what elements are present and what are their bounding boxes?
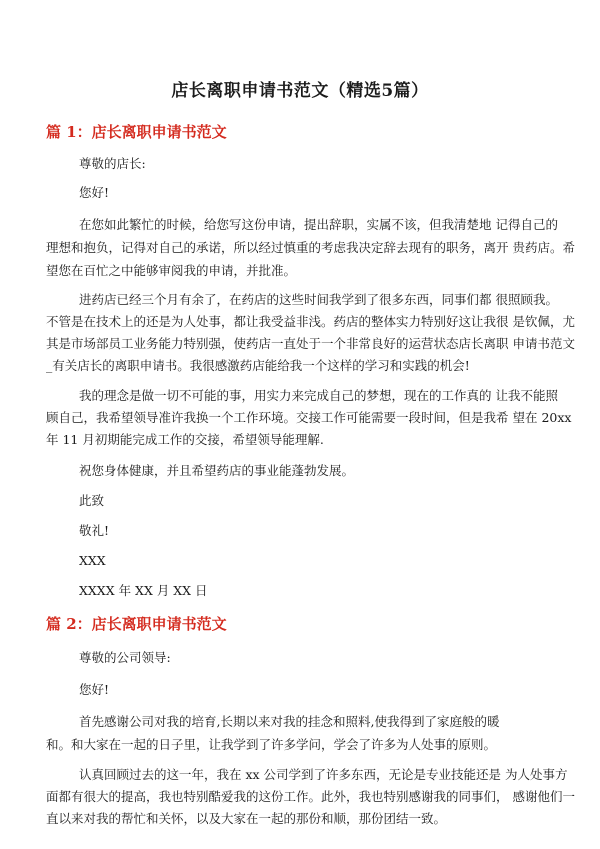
paragraph-line: _有关店长的离职申请书。我很感激药店能给我一个这样的学习和实践的机会! bbox=[46, 358, 470, 373]
closing-line: 敬礼! bbox=[79, 523, 110, 538]
paragraph-line: 和。和大家在一起的日子里，让我学到了许多学问，学会了许多为人处事的原则。 bbox=[46, 737, 497, 752]
closing-line: 此致 bbox=[79, 493, 105, 508]
paragraph-line: 我的理念是做一切不可能的事，用实力来完成自己的梦想，现在的工作真的 让我不能照 bbox=[79, 388, 558, 403]
section-2-heading: 篇 2：店长离职申请书范文 bbox=[46, 615, 227, 633]
paragraph-line: 望您在百忙之中能够审阅我的申请，并批准。 bbox=[46, 263, 297, 278]
paragraph-line: 在您如此繁忙的时候，给您写这份申请，提出辞职，实属不该，但我清楚地 记得自己的 bbox=[79, 217, 558, 232]
paragraph-line: 面都有很大的提高，我也特别酷爱我的这份工作。此外，我也特别感谢我的同事们， 感谢他们一 bbox=[46, 789, 575, 804]
greeting: 您好! bbox=[79, 185, 110, 200]
greeting: 您好! bbox=[79, 682, 110, 697]
wish-line: 祝您身体健康，并且希望药店的事业能蓬勃发展。 bbox=[79, 463, 355, 478]
paragraph-line: 理想和抱负，记得对自己的承诺，所以经过慎重的考虑我决定辞去现有的职务，离开 贵药店。希 bbox=[46, 240, 575, 255]
paragraph-line: 认真回顾过去的这一年，我在 xx 公司学到了许多东西，无论是专业技能还是 为人处事方 bbox=[79, 767, 568, 782]
paragraph-line: 年 11 月初期能完成工作的交接，希望领导能理解. bbox=[46, 432, 324, 447]
paragraph-line: 不管是在技术上的还是为人处事，都让我受益非浅。药店的整体实力特别好这让我很 是钦佩，尤 bbox=[46, 314, 575, 329]
paragraph-line: 进药店已经三个月有余了，在药店的这些时间我学到了很多东西，同事们都 很照顾我。 bbox=[79, 292, 558, 307]
paragraph-line: 直以来对我的帮忙和关怀，以及大家在一起的那份和顺，那份团结一致。 bbox=[46, 811, 447, 826]
paragraph-line: 首先感谢公司对我的培育,长期以来对我的挂念和照料,使我得到了家庭般的暖 bbox=[79, 714, 500, 729]
date-line: XXXX 年 XX 月 XX 日 bbox=[79, 583, 208, 598]
salutation: 尊敬的公司领导: bbox=[79, 650, 171, 665]
paragraph-line: 其是市场部员工业务能力特别强，使药店一直处于一个非常良好的运营状态店长离职 申请书范文 bbox=[46, 336, 575, 351]
section-1-heading: 篇 1：店长离职申请书范文 bbox=[46, 123, 227, 141]
signature: XXX bbox=[79, 553, 106, 568]
salutation: 尊敬的店长: bbox=[79, 156, 146, 171]
document-title: 店长离职申请书范文（精选5篇） bbox=[171, 81, 429, 101]
paragraph-line: 顾自己，我希望领导准许我换一个工作环境。交接工作可能需要一段时间，但是我希 望在 20xx bbox=[46, 410, 572, 425]
